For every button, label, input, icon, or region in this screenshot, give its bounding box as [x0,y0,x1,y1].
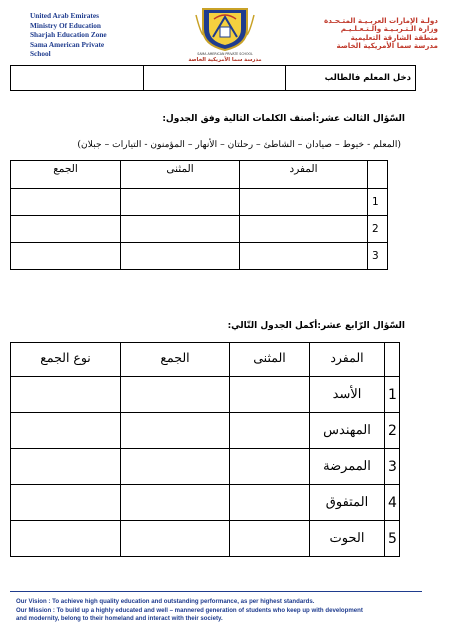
school-logo [176,5,274,67]
answer-cell[interactable] [240,243,368,270]
row-number: 5 [385,521,400,557]
header-en-line: Sharjah Education Zone [30,30,107,40]
classification-table [10,160,388,270]
answer-cell[interactable] [121,243,240,270]
answer-cell[interactable] [11,189,121,216]
header-en-line: Ministry Of Education [30,20,101,30]
answer-cell[interactable] [230,413,310,449]
answer-cell[interactable] [121,485,230,521]
header-ar-line: مدرسة سما الأمريكية الخاصة [336,41,438,51]
answer-cell[interactable] [230,449,310,485]
row-number: 1 [385,377,400,413]
school-footer [16,598,416,624]
entry-label: دخل المعلم فالطالب [286,66,416,91]
answer-cell[interactable] [121,449,230,485]
singular-word: المهندس [310,413,385,449]
vision-statement: Our Vision : To achieve high quality education and outstanding performance, as per highest standards. [16,598,315,605]
completion-table [10,342,400,557]
answer-cell[interactable] [11,485,121,521]
school-header-ar [298,17,438,51]
teacher-entry-table [10,65,416,91]
header-singular: المفرد [310,343,385,377]
answer-cell[interactable] [121,216,240,243]
logo-caption-en: SAMA AMERICAN PRIVATE SCHOOL [197,52,253,56]
answer-cell[interactable] [240,216,368,243]
answer-cell[interactable] [11,243,121,270]
answer-cell[interactable] [240,189,368,216]
header-en-line: Sama American Private [30,39,105,49]
answer-cell[interactable] [11,521,121,557]
school-crest-icon [176,5,274,51]
header-en-line: United Arab Emirates [30,11,99,20]
header-ar-line: دولـة الإمارات العربـيـة المتـحـدة [324,16,438,25]
header-cell [385,343,400,377]
answer-cell[interactable] [121,413,230,449]
answer-cell[interactable] [230,521,310,557]
answer-cell[interactable] [230,377,310,413]
mission-statement-cont: and modernity, belong to their homeland and interact with their society. [16,615,223,622]
entry-cell[interactable] [144,66,286,91]
answer-cell[interactable] [121,377,230,413]
header-en-line: School [30,49,51,59]
question-14-title: السّؤال الرّابع عشر:أكمل الجدول التّالي: [227,321,405,331]
singular-word: الحوت [310,521,385,557]
row-number: 1 [368,189,388,216]
header-dual: المثنى [230,343,310,377]
header-singular: المفرد [240,161,368,189]
row-number: 4 [385,485,400,521]
mission-statement: Our Mission : To build up a highly educated and well – mannered generation of students who keep up with development [16,606,363,614]
entry-cell[interactable] [11,66,144,91]
answer-cell[interactable] [11,216,121,243]
row-number: 2 [385,413,400,449]
singular-word: الممرضة [310,449,385,485]
header-dual: المثنى [121,161,240,189]
answer-cell[interactable] [230,485,310,521]
header-ar-line: منطقة الشارقة التعليمية [350,32,438,42]
question-13-word-list: (المعلم - خيوط – صيادان – الشاطئ – رحلتان – الأنهار – المؤمنون - التيارات – جبلان) [77,139,401,150]
row-number: 2 [368,216,388,243]
answer-cell[interactable] [11,377,121,413]
header-plural: الجمع [121,343,230,377]
header-plural: الجمع [11,161,121,189]
answer-cell[interactable] [11,413,121,449]
singular-word: الأسد [310,377,385,413]
header-plural-type: نوع الجمع [11,343,121,377]
answer-cell[interactable] [121,189,240,216]
logo-caption-ar: مدرسة سما الأمريكية الخاصة [188,57,262,63]
question-13-title: السّؤال الثالث عشر:أصنف الكلمات التالية وفق الجدول: [162,114,405,124]
singular-word: المتفوق [310,485,385,521]
answer-cell[interactable] [121,521,230,557]
row-number: 3 [368,243,388,270]
footer-divider [10,591,422,592]
school-header-en [30,11,170,59]
row-number: 3 [385,449,400,485]
header-cell [368,161,388,189]
answer-cell[interactable] [11,449,121,485]
header-ar-line: وزارة الـتـربـيـة والـتـعـلـيـم [340,24,438,34]
